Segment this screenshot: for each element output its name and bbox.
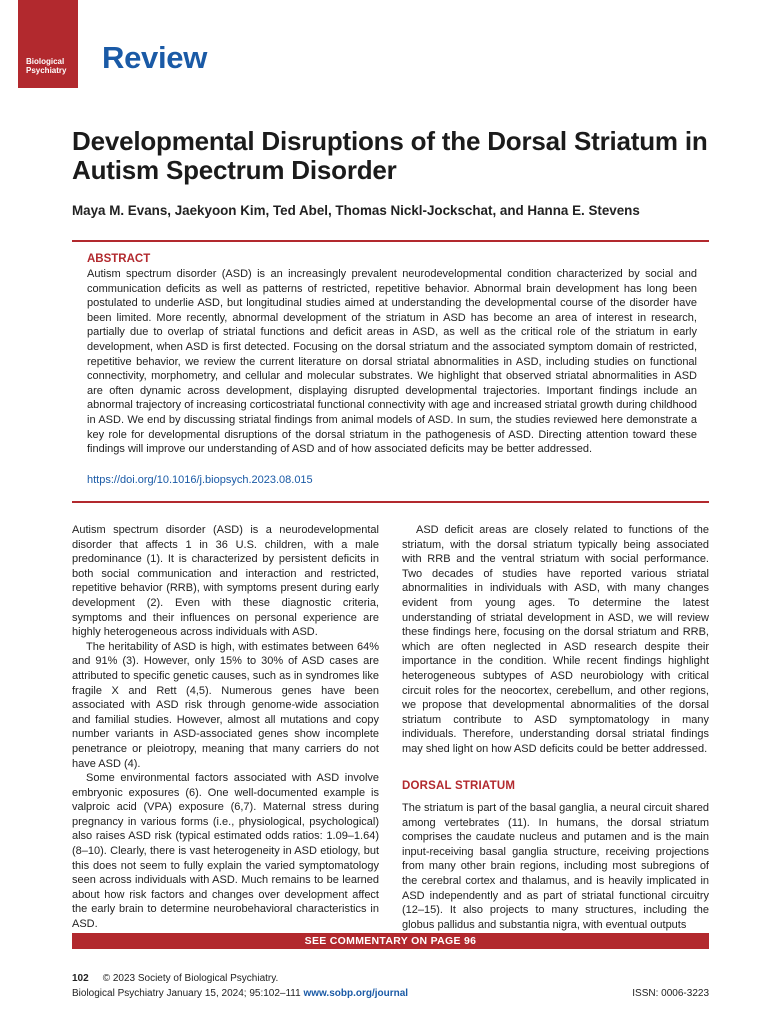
copyright: © 2023 Society of Biological Psychiatry. — [102, 973, 279, 984]
journal-url-link[interactable]: www.sobp.org/journal — [303, 988, 409, 999]
abstract-top-rule — [72, 240, 709, 242]
body-paragraph: The heritability of ASD is high, with estimates between 64% and 91% (3). However, only 15% to 30% of ASD cases are attributed to specific genetic causes, such as in syndromes like fragile X and Rett (4,5). Numerous genes have been associated with ASD risk through genome-wide association and familial studies. However, almost all mutations and copy number variants in ASD-associated genes show incomplete penetrance or pleiotropy, meaning that many carriers do not have ASD (4). — [72, 640, 379, 770]
section-heading: DORSAL STRIATUM — [402, 779, 516, 792]
abstract-text: Autism spectrum disorder (ASD) is an increasingly prevalent neurodevelopmental condition characterized by social and communication deficits as well as patterns of restricted, repetitive behavior. Abnormal brain development has long been postulated to underlie ASD, but longitudinal studies aimed at understanding the developmental course of the disorder have been limited. More recently, abnormal development of the striatum in ASD has become an area of interest in research, partially due to overlap of striatal functions and deficit areas in ASD, as well as the critical role of the striatum in early development, when ASD is first detected. Focusing on the dorsal striatum and the associated symptom domain of restricted, repetitive behavior, we review the current literature on dorsal striatal abnormalities in ASD, including studies on functional connectivity, morphometry, and cellular and molecular substrates. We highlight that observed striatal abnormalities in ASD are often dynamic across development, displaying disrupted developmental trajectories. Important findings include an abnormal trajectory of increasing corticostriatal functional connectivity with age and increased striatal growth during childhood in ASD. We end by discussing striatal findings from animal models of ASD. In sum, the studies reviewed here demonstrate a key role for developmental disruptions of the dorsal striatum in the pathogenesis of ASD. Directing attention toward these findings will improve our understanding of ASD and of how associated deficits may be better addressed. — [87, 268, 697, 456]
footer-line-1 — [72, 973, 278, 984]
body-paragraph: ASD deficit areas are closely related to functions of the striatum, with the dorsal striatum typically being associated with RRB and the ventral striatum with social performance. Two decades of studies have reported various striatal abnormalities in individuals with ASD, with many changes evident from young ages. To determine the latest understanding of striatal development in ASD, we will review these findings here, focusing on the dorsal striatum and RRB, which are often neglected in ASD research despite their importance in the condition. While recent findings highlight heterogeneous subtypes of ASD neurobiology with critical circuit roles for the neocortex, cerebellum, and other regions, we propose that developmental abnormalities of the dorsal striatum contribute to ASD symptomatology in many individuals. Therefore, understanding dorsal striatal findings may shed light on how ASD deficits could be better addressed. — [402, 524, 709, 755]
article-title: Developmental Disruptions of the Dorsal Striatum in Autism Spectrum Disorder — [72, 126, 708, 185]
journal-logo — [18, 0, 78, 88]
body-paragraph: Some environmental factors associated with ASD involve embryonic exposures (6). One well-documented example is valproic acid (VPA) exposure (6,7). Maternal stress during pregnancy in various forms (i.e., physiological, psychological) also raises ASD risk (typical estimated odds ratios: 1.09–1.64) (8–10). Clearly, there is vast heterogeneity in ASD etiology, but this does not seem to fully explain the varied symptomatology seen across individuals with ASD. Much remains to be learned about how risk factors and changes over development affect the early brain to determine neurobehavioral characteristics in ASD. — [72, 772, 379, 931]
body-column-right — [402, 523, 709, 932]
issn: ISSN: 0006-3223 — [632, 988, 709, 999]
citation: Biological Psychiatry January 15, 2024; 95:102–111 — [72, 988, 301, 999]
doi-link[interactable]: https://doi.org/10.1016/j.biopsych.2023.08.015 — [87, 474, 313, 486]
footer-line-2 — [72, 988, 408, 999]
section-label: Review — [102, 40, 208, 75]
commentary-banner[interactable]: SEE COMMENTARY ON PAGE 96 — [72, 933, 709, 949]
logo-line-2: Psychiatry — [26, 66, 67, 75]
author-list: Maya M. Evans, Jaekyoon Kim, Ted Abel, Thomas Nickl-Jockschat, and Hanna E. Stevens — [72, 203, 640, 218]
body-paragraph: Autism spectrum disorder (ASD) is a neurodevelopmental disorder that affects 1 in 36 U.S. children, with a male predominance (1). It is characterized by persistent deficits in both social communication and interaction and restricted, repetitive behavior (RRB), with symptoms present during early development (2). Even with these diagnostic criteria, symptoms and their influences on personal experience are highly heterogeneous across individuals with ASD. — [72, 524, 379, 639]
page-number: 102 — [72, 973, 89, 984]
body-paragraph: The striatum is part of the basal ganglia, a neural circuit shared among vertebrates (11). In humans, the dorsal striatum comprises the caudate nucleus and putamen and is the main input-receiving basal ganglia structure, receiving projections from many other brain regions, including most subregions of the cerebral cortex and thalamus, and is heavily implicated in ASD independently and as part of striatal functional circuitry (12–15). It also projects to many structures, including the globus pallidus and substantia nigra, with eventual outputs — [402, 802, 709, 931]
logo-line-1: Biological — [26, 57, 65, 66]
abstract-bottom-rule — [72, 501, 709, 503]
abstract-heading: ABSTRACT — [87, 253, 151, 265]
body-column-left — [72, 523, 379, 932]
